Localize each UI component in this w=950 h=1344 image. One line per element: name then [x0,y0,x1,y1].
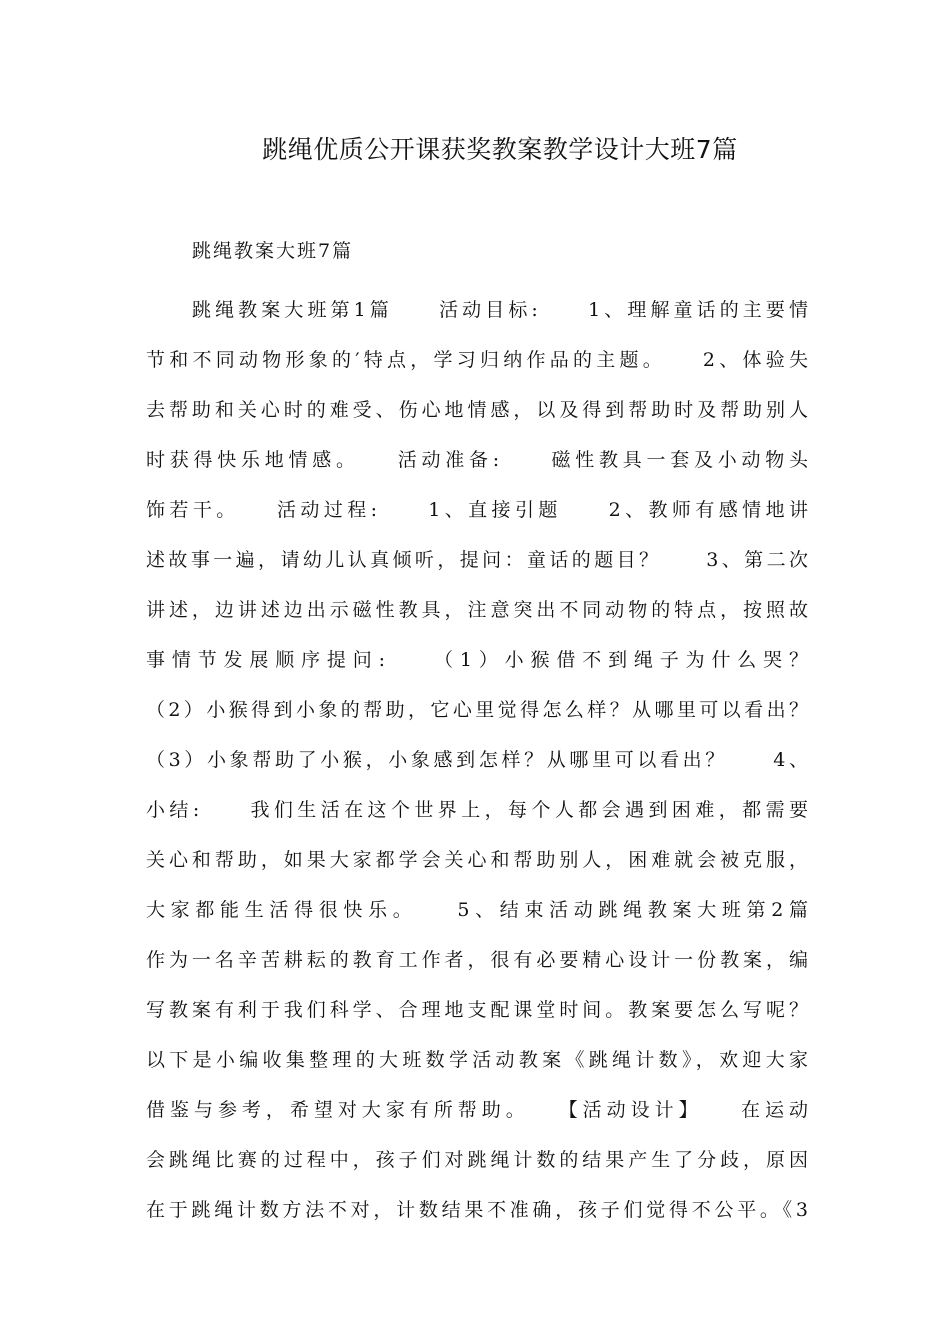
body-line: 讲述，边讲述边出示磁性教具，注意突出不同动物的特点，按照故 [146,599,808,621]
document-body [146,285,808,1235]
body-line: 去帮助和关心时的难受、伤心地情感，以及得到帮助时及帮助别人 [146,399,808,421]
body-line: 时获得快乐地情感。 活动准备: 磁性教具一套及小动物头 [146,449,808,471]
body-line: 关心和帮助，如果大家都学会关心和帮助别人，困难就会被克服， [146,849,808,871]
body-line: 饰若干。 活动过程: 1、直接引题 2、教师有感情地讲 [146,499,808,521]
body-line: 跳绳教案大班第1篇 活动目标: 1、理解童话的主要情 [192,299,808,321]
body-line: 在于跳绳计数方法不对，计数结果不准确，孩子们觉得不公平。《3 [146,1199,808,1221]
body-line: （3）小象帮助了小猴，小象感到怎样？从哪里可以看出？ 4、 [146,749,808,771]
body-line: 述故事一遍，请幼儿认真倾听，提问：童话的题目？ 3、第二次 [146,549,808,571]
body-line: 节和不同动物形象的′特点，学习归纳作品的主题。 2、体验失 [146,349,808,371]
body-line: 小结: 我们生活在这个世界上，每个人都会遇到困难，都需要 [146,799,808,821]
body-line: 以下是小编收集整理的大班数学活动教案《跳绳计数》，欢迎大家 [146,1049,808,1071]
body-line: 作为一名辛苦耕耘的教育工作者，很有必要精心设计一份教案，编 [146,949,808,971]
body-line: 借鉴与参考，希望对大家有所帮助。 【活动设计】 在运动 [146,1099,808,1121]
document-title: 跳绳优质公开课获奖教案教学设计大班7篇 [262,135,738,164]
document-subheading: 跳绳教案大班7篇 [192,240,354,262]
body-line: 写教案有利于我们科学、合理地支配课堂时间。教案要怎么写呢？ [146,999,808,1021]
body-line: 事情节发展顺序提问: （1）小猴借不到绳子为什么哭？ [146,649,808,671]
body-line: （2）小猴得到小象的帮助，它心里觉得怎么样？从哪里可以看出？ [146,699,808,721]
body-line: 大家都能生活得很快乐。 5、结束活动跳绳教案大班第2篇 [146,899,808,921]
body-line: 会跳绳比赛的过程中，孩子们对跳绳计数的结果产生了分歧，原因 [146,1149,808,1171]
